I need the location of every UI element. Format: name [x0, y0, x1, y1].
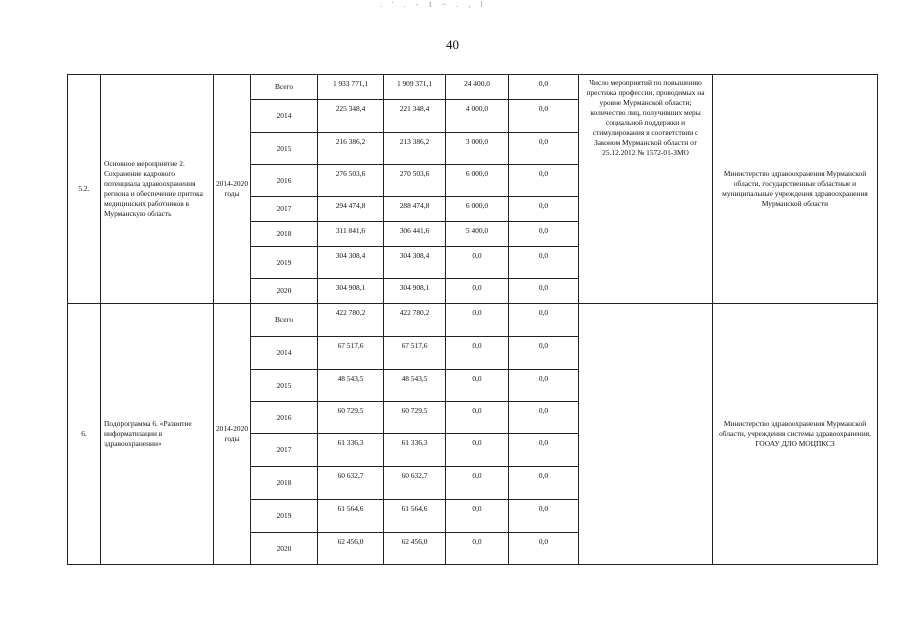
- page-number: 40: [446, 37, 459, 52]
- other-sources-cell: 0,0: [509, 133, 579, 165]
- total-cell: 276 503,6: [318, 165, 384, 197]
- item-name: Подпрограмма 6. «Развитие информатизации в здравоохранении»: [101, 304, 214, 565]
- table-row: [68, 75, 878, 100]
- regional-budget-cell: 60 632,7: [384, 467, 446, 500]
- year-cell: 2014: [251, 337, 318, 370]
- federal-budget-cell: 0,0: [446, 467, 509, 500]
- federal-budget-cell: 0,0: [446, 500, 509, 533]
- year-cell: 2018: [251, 222, 318, 247]
- other-sources-cell: 0,0: [509, 247, 579, 279]
- total-cell: 60 632,7: [318, 467, 384, 500]
- total-cell: 60 729,5: [318, 402, 384, 434]
- total-cell: 294 474,8: [318, 197, 384, 222]
- other-sources-cell: 0,0: [509, 75, 579, 100]
- federal-budget-cell: 0,0: [446, 402, 509, 434]
- regional-budget-cell: 304 308,4: [384, 247, 446, 279]
- year-cell: 2017: [251, 197, 318, 222]
- year-cell: Всего: [251, 75, 318, 100]
- total-cell: 225 348,4: [318, 100, 384, 133]
- other-sources-cell: 0,0: [509, 100, 579, 133]
- other-sources-cell: 0,0: [509, 434, 579, 467]
- total-cell: 48 543,5: [318, 370, 384, 402]
- regional-budget-cell: 61 336,3: [384, 434, 446, 467]
- regional-budget-cell: 67 517,6: [384, 337, 446, 370]
- federal-budget-cell: 0,0: [446, 247, 509, 279]
- regional-budget-cell: 61 564,6: [384, 500, 446, 533]
- responsible-cell: Министерство здравоохранения Мурманской области, учреждения системы здравоохранения, ГООАУ ДЛО МОЦПКСЗ: [713, 304, 878, 565]
- year-cell: Всего: [251, 304, 318, 337]
- other-sources-cell: 0,0: [509, 337, 579, 370]
- regional-budget-cell: 221 348,4: [384, 100, 446, 133]
- total-cell: 311 841,6: [318, 222, 384, 247]
- other-sources-cell: 0,0: [509, 197, 579, 222]
- year-cell: 2015: [251, 370, 318, 402]
- regional-budget-cell: 48 543,5: [384, 370, 446, 402]
- other-sources-cell: 0,0: [509, 467, 579, 500]
- other-sources-cell: 0,0: [509, 222, 579, 247]
- responsible-cell: Министерство здравоохранения Мурманской области, государственные областные и муниципальные учреждения здравоохранения Мурманской области: [713, 75, 878, 304]
- regional-budget-cell: 213 386,2: [384, 133, 446, 165]
- program-table: [67, 74, 878, 565]
- federal-budget-cell: 6 000,0: [446, 165, 509, 197]
- federal-budget-cell: 0,0: [446, 533, 509, 565]
- federal-budget-cell: 3 000,0: [446, 133, 509, 165]
- total-cell: 304 908,1: [318, 279, 384, 304]
- year-cell: 2019: [251, 500, 318, 533]
- item-period: 2014-2020 годы: [214, 75, 251, 304]
- item-number: 5.2.: [68, 75, 101, 304]
- federal-budget-cell: 0,0: [446, 304, 509, 337]
- scan-specks: . ' . - 1 ~ . , l: [380, 0, 487, 9]
- regional-budget-cell: 62 456,0: [384, 533, 446, 565]
- regional-budget-cell: 270 503,6: [384, 165, 446, 197]
- regional-budget-cell: 288 474,8: [384, 197, 446, 222]
- other-sources-cell: 0,0: [509, 370, 579, 402]
- federal-budget-cell: 0,0: [446, 337, 509, 370]
- other-sources-cell: 0,0: [509, 533, 579, 565]
- indicator-cell: Число мероприятий по повышению престижа профессии, проводимых на уровне Мурманской области; количество лиц, получивших меры социальной поддержки и стимулирования в соответствии с Законом Мурманской области от 25.12.2012 № 1572-01-ЗМО: [579, 75, 713, 304]
- total-cell: 61 336,3: [318, 434, 384, 467]
- year-cell: 2017: [251, 434, 318, 467]
- total-cell: 216 386,2: [318, 133, 384, 165]
- federal-budget-cell: 5 400,0: [446, 222, 509, 247]
- year-cell: 2015: [251, 133, 318, 165]
- federal-budget-cell: 4 000,0: [446, 100, 509, 133]
- year-cell: 2020: [251, 533, 318, 565]
- year-cell: 2014: [251, 100, 318, 133]
- year-cell: 2016: [251, 165, 318, 197]
- regional-budget-cell: 306 441,6: [384, 222, 446, 247]
- regional-budget-cell: 1 909 371,1: [384, 75, 446, 100]
- item-period: 2014-2020 годы: [214, 304, 251, 565]
- total-cell: 304 308,4: [318, 247, 384, 279]
- year-cell: 2016: [251, 402, 318, 434]
- item-number: 6.: [68, 304, 101, 565]
- regional-budget-cell: 60 729,5: [384, 402, 446, 434]
- regional-budget-cell: 422 780,2: [384, 304, 446, 337]
- federal-budget-cell: 0,0: [446, 370, 509, 402]
- item-name: Основное мероприятие 2. Сохранение кадрового потенциала здравоохранения региона и обеспечение притока медицинских работников в Мурманскую область: [101, 75, 214, 304]
- other-sources-cell: 0,0: [509, 279, 579, 304]
- total-cell: 62 456,0: [318, 533, 384, 565]
- other-sources-cell: 0,0: [509, 402, 579, 434]
- federal-budget-cell: 0,0: [446, 434, 509, 467]
- total-cell: 67 517,6: [318, 337, 384, 370]
- federal-budget-cell: 24 400,0: [446, 75, 509, 100]
- total-cell: 1 933 771,1: [318, 75, 384, 100]
- table-row: [68, 304, 878, 337]
- federal-budget-cell: 0,0: [446, 279, 509, 304]
- year-cell: 2020: [251, 279, 318, 304]
- indicator-cell: [579, 304, 713, 565]
- other-sources-cell: 0,0: [509, 304, 579, 337]
- other-sources-cell: 0,0: [509, 165, 579, 197]
- regional-budget-cell: 304 908,1: [384, 279, 446, 304]
- federal-budget-cell: 6 000,0: [446, 197, 509, 222]
- total-cell: 422 780,2: [318, 304, 384, 337]
- other-sources-cell: 0,0: [509, 500, 579, 533]
- year-cell: 2018: [251, 467, 318, 500]
- year-cell: 2019: [251, 247, 318, 279]
- total-cell: 61 564,6: [318, 500, 384, 533]
